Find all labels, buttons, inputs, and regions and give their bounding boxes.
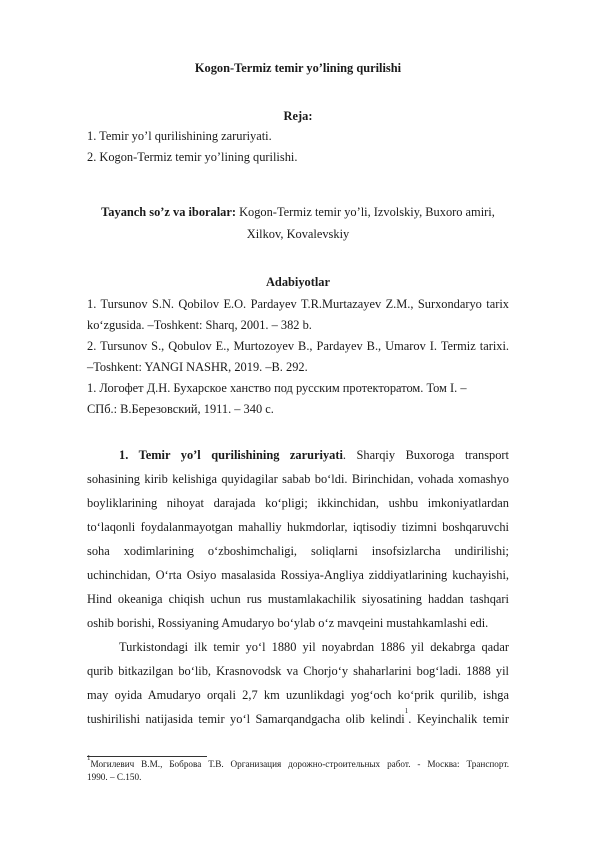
reference-line: СПб.: В.Березовский, 1911. – 340 с. xyxy=(87,402,274,416)
section1-heading: 1. Temir yo’l qurilishining zaruriyati xyxy=(119,448,343,462)
paragraph2-line: Turkistondagi ilk temir yo‘l 1880 yil noyabrdan 1886 yil dekabrga qadar xyxy=(119,640,509,654)
section1-first-line xyxy=(119,447,509,463)
footnote-text: Могилевич В.М., Боброва Т.В. Организация дорожно-строительных работ. - Москва: Транспорт. xyxy=(90,759,509,769)
keywords-text: Kogon-Termiz temir yo’li, Izvolskiy, Buxoro amiri, xyxy=(235,205,495,219)
footnote-line xyxy=(87,754,509,770)
section1-heading-tail: . Sharqiy Buxoroga transport xyxy=(342,448,509,462)
paragraph2-text: tushirilishi natijasida temir yo‘l Samarqandgacha olib kelindi xyxy=(87,712,405,726)
page-title: Kogon-Termiz temir yo’lining qurilishi xyxy=(194,61,402,75)
keywords-line xyxy=(87,204,509,220)
reference-line: ko‘zgusida. –Toshkent: Sharq, 2001. – 382 b. xyxy=(87,318,312,332)
keywords-text-continued: Xilkov, Kovalevskiy xyxy=(246,227,350,241)
footnote-marker: 1 xyxy=(87,754,91,762)
plan-item: 2. Kogon-Termiz temir yo’lining qurilishi. xyxy=(87,150,298,164)
paragraph2-line: may oyida Amudaryo orqali 2,7 km uzunlikdagi yog‘och ko‘prik qurilib, ishga xyxy=(87,688,509,702)
section1-line: oshib borishi, Rossiyaning Amudaryo bo‘ylab o‘z mavqeini mustahkamlashi edi. xyxy=(87,616,489,630)
plan-heading: Reja: xyxy=(283,109,313,123)
plan-item: 1. Temir yo’l qurilishining zaruriyati. xyxy=(87,129,272,143)
references-heading: Adabiyotlar xyxy=(265,275,331,289)
section1-line: Hind okeaniga chiqish uchun rus mustamlakachilik siyosatining haddan tashqari xyxy=(87,592,509,606)
footnote-line: 1990. – С.150. xyxy=(87,772,142,782)
paragraph2-line: qurib bitkazilgan bo‘lib, Krasnovodsk va Chorjo‘y shaharlarini bog‘ladi. 1888 yil xyxy=(87,664,509,678)
reference-line: 1. Tursunov S.N. Qobilov E.O. Pardayev T.R.Murtazayev Z.M., Surxondaryo tarix xyxy=(87,297,509,311)
section1-line: to‘laqonli foydalanmayotgan mahalliy hukmdorlar, iqtisodiy tizimni boshqaruvchi xyxy=(87,520,509,534)
reference-line: –Toshkent: YANGI NASHR, 2019. –B. 292. xyxy=(87,360,308,374)
paragraph2-text-tail: . Keyinchalik temir xyxy=(408,712,509,726)
keywords-label: Tayanch so’z va iboralar: xyxy=(101,205,236,219)
reference-line: 2. Tursunov S., Qobulov E., Murtozoyev B., Pardayev B., Umarov I. Termiz tarixi. xyxy=(87,339,509,353)
section1-line: sohasining kirib kelishiga quyidagilar sabab bo‘ldi. Birinchidan, vohada xomashyo xyxy=(87,472,509,486)
section1-line: boyliklarining nihoyat darajada ko‘pligi; ikkinchidan, ushbu imkoniyatlardan xyxy=(87,496,509,510)
reference-line: 1. Логофет Д.Н. Бухарское ханство под русским протекторатом. Том I. – xyxy=(87,381,467,395)
footnote-reference[interactable]: 1 xyxy=(404,707,409,715)
section1-line: uchinchidan, O‘rta Osiyo masalasida Rossiya-Angliya ziddiyatlarining kuchayishi, xyxy=(87,568,509,582)
footnote-divider xyxy=(87,756,207,757)
section1-line: soha xodimlarining o‘zboshimchaligi, soliqlarni insofsizlarcha undirilishi; xyxy=(87,544,509,558)
paragraph2-last-line xyxy=(87,707,509,727)
